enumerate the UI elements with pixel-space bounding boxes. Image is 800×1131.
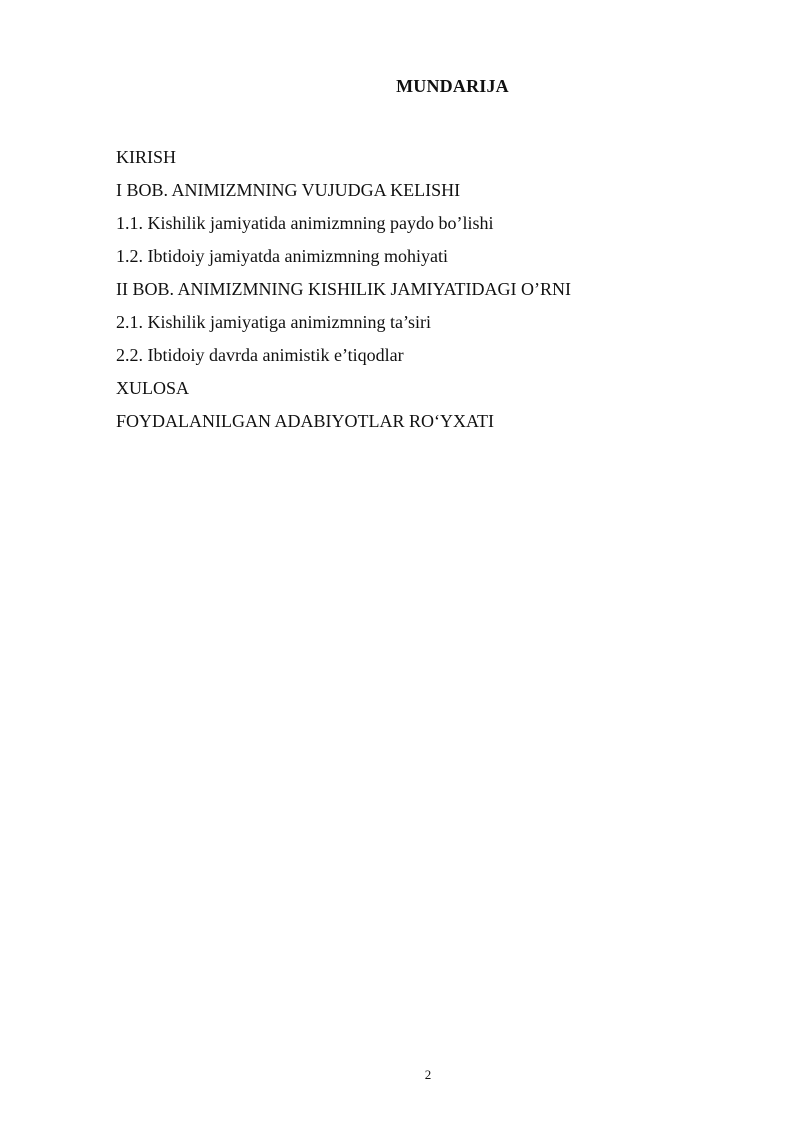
toc-title: MUNDARIJA: [396, 76, 509, 96]
toc-entry-chapter-2: II BOB. ANIMIZMNING KISHILIK JAMIYATIDAGI O’RNI: [116, 279, 571, 299]
page-number: 2: [424, 1067, 432, 1082]
toc-entry-section-1-2: 1.2. Ibtidoiy jamiyatda animizmning mohiyati: [116, 246, 448, 266]
table-of-contents: [116, 141, 571, 438]
toc-entry-section-2-1: 2.1. Kishilik jamiyatiga animizmning ta’siri: [116, 312, 431, 332]
toc-entry-introduction: KIRISH: [116, 147, 177, 167]
toc-entry-section-2-2: 2.2. Ibtidoiy davrda animistik e’tiqodlar: [116, 345, 404, 365]
toc-entry-section-1-1: 1.1. Kishilik jamiyatida animizmning paydo bo’lishi: [116, 213, 494, 233]
toc-entry-conclusion: XULOSA: [116, 378, 190, 398]
toc-entry-chapter-1: I BOB. ANIMIZMNING VUJUDGA KELISHI: [116, 180, 461, 200]
toc-entry-references: FOYDALANILGAN ADABIYOTLAR RO‘YXATI: [116, 411, 494, 431]
